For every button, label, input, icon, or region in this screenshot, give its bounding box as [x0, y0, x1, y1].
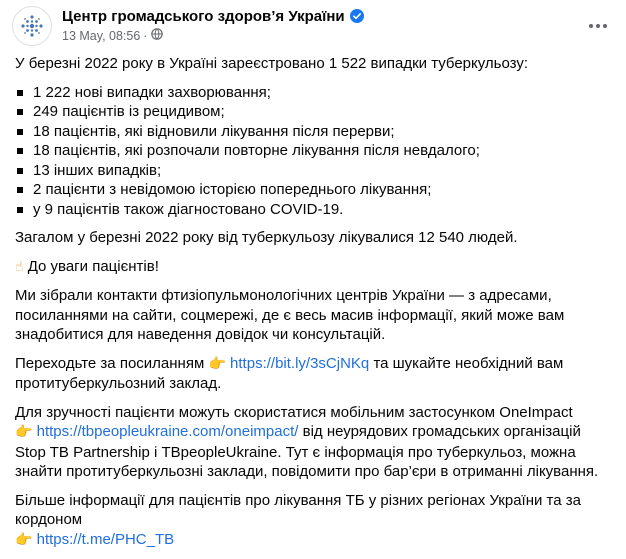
list-item: 13 інших випадків; — [15, 161, 613, 181]
pointing-right-icon: 👉 — [15, 531, 33, 548]
intro-paragraph: У березні 2022 року в Україні зареєстровано 1 522 випадки туберкульозу: — [15, 55, 529, 72]
oneimpact-link[interactable]: https://tbpeopleukraine.com/oneimpact/ — [36, 423, 299, 440]
post-meta — [62, 28, 163, 43]
list-item: у 9 пацієнтів також діагностовано COVID-19. — [15, 200, 613, 220]
attention-text: До уваги пацієнтів! — [27, 257, 159, 275]
list-item: 2 пацієнти з невідомою історією попереднього лікування; — [15, 180, 613, 200]
page-avatar[interactable] — [12, 6, 52, 46]
attention-paragraph — [15, 257, 613, 278]
post-header — [12, 6, 614, 46]
follow-rest-text: та шукайте необхідний вам протитуберкульозний заклад. — [15, 354, 564, 392]
page-name-label: Центр громадського здоров’я України — [62, 8, 345, 25]
meta-separator: · — [143, 28, 148, 43]
list-item: 1 222 нові випадки захворювання; — [15, 83, 613, 103]
post-timestamp[interactable]: 13 May, 08:56 — [62, 28, 141, 43]
pointing-right-icon: 👉 — [15, 424, 33, 440]
post-body — [15, 54, 613, 559]
app-rest-text: від неурядових громадських організацій Stop TB Partnership і TBpeopleUkraine. Тут є інформація про туберкульоз, можна знайти протитуберкульозні заклади, повідомити про бар’єри в отриманні лікування. — [15, 423, 599, 480]
app-text: Для зручності пацієнти можуть скористатися мобільним застосунком OneImpact — [15, 403, 573, 421]
globe-icon — [151, 28, 163, 43]
logo-icon — [17, 11, 47, 41]
cases-list — [15, 83, 613, 220]
app-paragraph — [15, 403, 613, 482]
total-paragraph: Загалом у березні 2022 року від туберкульозу лікувалися 12 540 людей. — [15, 229, 518, 246]
bitly-link[interactable]: https://bit.ly/3sCjNKq — [230, 354, 370, 372]
list-item: 18 пацієнтів, які розпочали повторне лікування після невдалого; — [15, 141, 613, 161]
pointing-right-icon: 👉 — [208, 355, 226, 372]
pointing-up-icon: ☝ — [15, 258, 24, 275]
contacts-paragraph: Ми зібрали контакти фтизіопульмонологічних центрів України — з адресами, посиланнями на сайти, соцмережі, де є весь масив інформації, який може вам знадобитися для наведення довідок чи консультацій. — [15, 287, 565, 343]
more-info-text: Більше інформації для пацієнтів про лікування ТБ у різних регіонах України та за кордоном — [15, 491, 581, 528]
list-item: 18 пацієнтів, які відновили лікування після перерви; — [15, 122, 613, 142]
more-options-icon[interactable] — [582, 10, 614, 42]
follow-paragraph — [15, 354, 613, 394]
telegram-link[interactable]: https://t.me/PHC_TB — [36, 530, 175, 548]
follow-text: Переходьте за посиланням — [15, 354, 205, 372]
verified-icon — [350, 9, 364, 27]
page-name[interactable] — [62, 8, 364, 27]
list-item: 249 пацієнтів із рецидивом; — [15, 102, 613, 122]
more-info-paragraph — [15, 491, 613, 551]
